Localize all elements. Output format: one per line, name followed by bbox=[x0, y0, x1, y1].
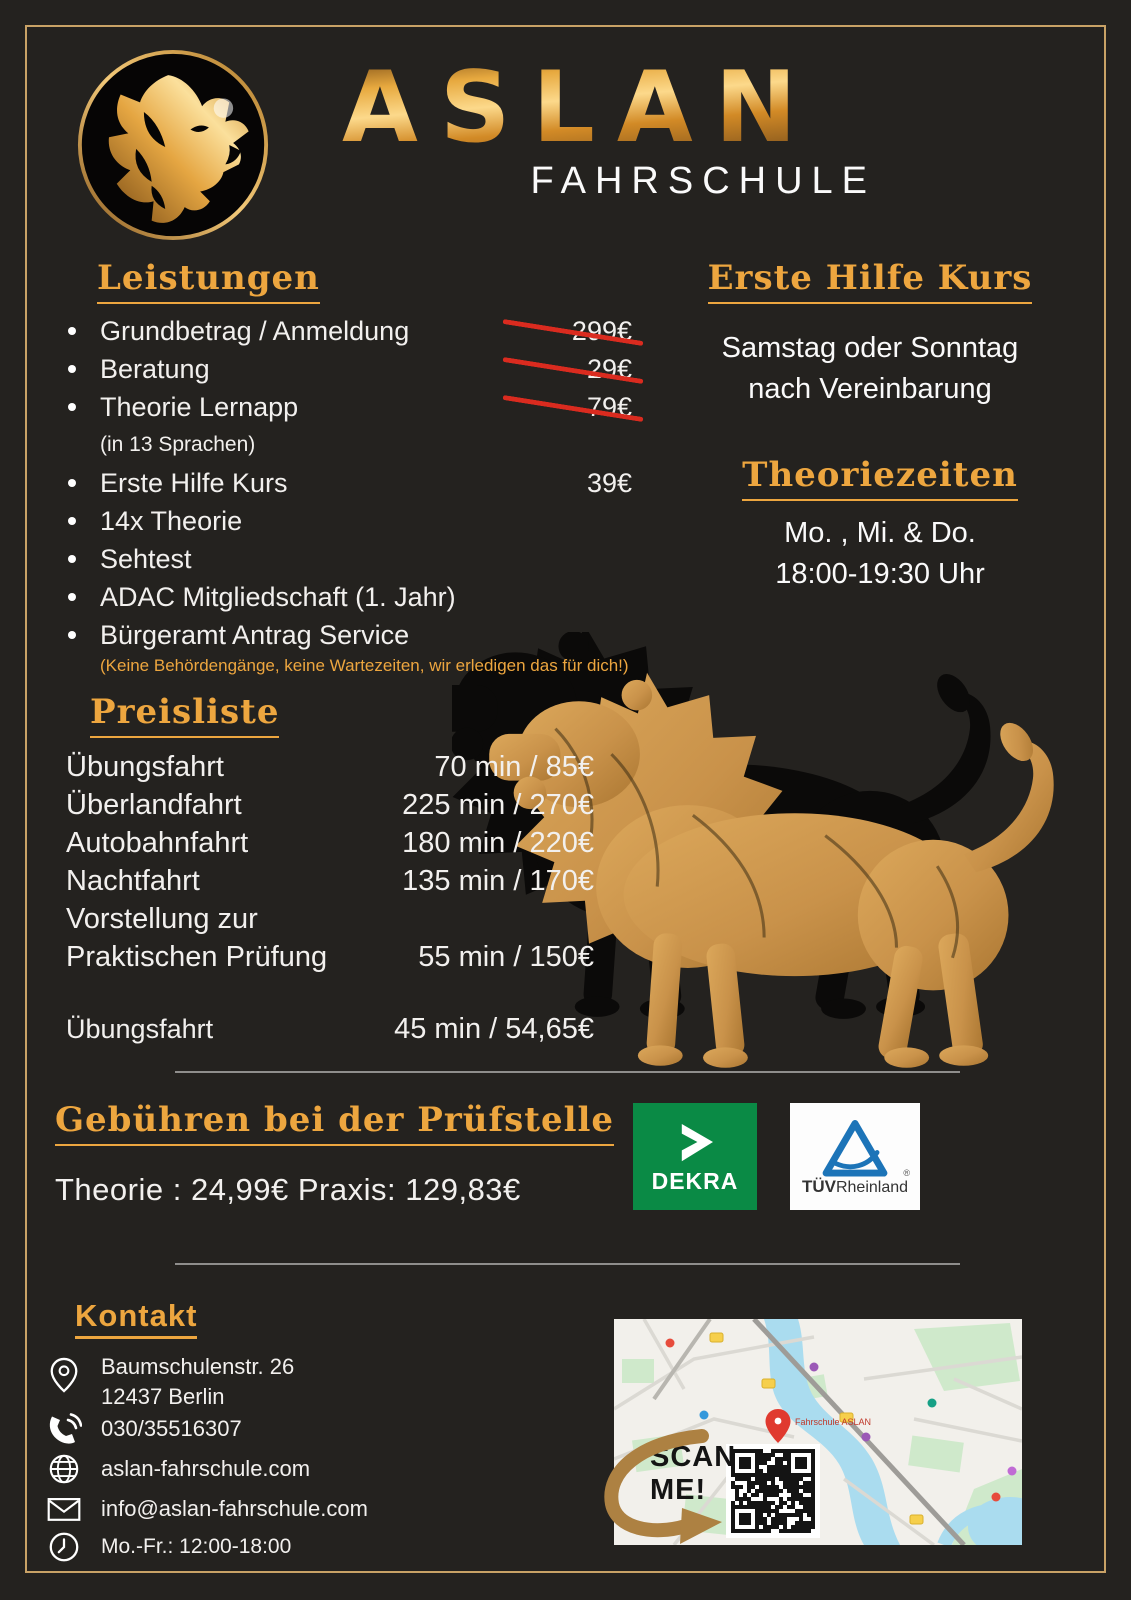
item-price: 39€ bbox=[586, 467, 632, 498]
contact-address-row bbox=[45, 1352, 294, 1412]
list-item bbox=[62, 578, 632, 616]
item-label: 14x Theorie bbox=[100, 505, 243, 536]
erste-hilfe-heading: Erste Hilfe Kurs bbox=[708, 258, 1033, 304]
price-value: 225 min / 270€ bbox=[402, 788, 594, 821]
phone-number: 030/35516307 bbox=[101, 1416, 242, 1441]
price-value: 45 min / 54,65€ bbox=[394, 1012, 594, 1045]
price-row bbox=[66, 786, 594, 824]
bullet-icon bbox=[68, 593, 76, 601]
item-label: Erste Hilfe Kurs bbox=[100, 467, 288, 498]
price-label: Überlandfahrt bbox=[66, 788, 242, 821]
map-pin-label: Fahrschule ASLAN bbox=[795, 1417, 872, 1427]
price-row bbox=[66, 748, 594, 786]
item-label: Beratung bbox=[100, 353, 210, 384]
price-value: 180 min / 220€ bbox=[402, 826, 594, 859]
item-label: Theorie Lernapp bbox=[100, 391, 299, 422]
mail-icon bbox=[45, 1490, 83, 1528]
preisliste-table bbox=[66, 748, 594, 1048]
list-item bbox=[62, 464, 632, 502]
erste-hilfe-line2: nach Vereinbarung bbox=[748, 373, 992, 405]
contact-phone-row bbox=[45, 1410, 242, 1448]
dekra-logo bbox=[633, 1103, 757, 1210]
bullet-icon bbox=[68, 403, 76, 411]
price-value: 55 min / 150€ bbox=[418, 940, 594, 973]
price-label: Vorstellung zur bbox=[66, 902, 258, 935]
bullet-icon bbox=[68, 555, 76, 563]
price-label: Praktischen Prüfung bbox=[66, 940, 328, 973]
price-row-special-line2 bbox=[66, 938, 594, 976]
contact-website-row bbox=[45, 1450, 310, 1488]
globe-icon bbox=[45, 1450, 83, 1488]
dekra-wordmark: DEKRA bbox=[651, 1168, 739, 1194]
price-label: Nachtfahrt bbox=[66, 864, 200, 897]
gebuehren-prices: Theorie : 24,99€ Praxis: 129,83€ bbox=[55, 1172, 521, 1207]
price-row-extra bbox=[66, 1010, 594, 1048]
dekra-arrow-icon bbox=[664, 1118, 726, 1166]
price-row bbox=[66, 862, 594, 900]
tuv-wordmark bbox=[801, 1168, 911, 1196]
item-label: Bürgeramt Antrag Service bbox=[100, 619, 410, 650]
preisliste-heading: Preisliste bbox=[90, 692, 279, 738]
registered-mark: ® bbox=[903, 1168, 911, 1178]
item-label: Sehtest bbox=[100, 543, 192, 574]
qr-code bbox=[726, 1444, 820, 1538]
bullet-icon bbox=[68, 327, 76, 335]
scan-line2: ME! bbox=[650, 1474, 707, 1506]
theoriezeiten-line2: 18:00-19:30 Uhr bbox=[775, 558, 985, 590]
price-row bbox=[66, 824, 594, 862]
leistungen-footnote: (Keine Behördengänge, keine Wartezeiten, wir erledigen das für dich!) bbox=[100, 656, 629, 675]
tuv-bold-text: TÜV bbox=[801, 1177, 836, 1196]
brand-block bbox=[342, 51, 882, 203]
theoriezeiten-section bbox=[700, 455, 1060, 595]
list-item bbox=[62, 350, 632, 388]
price-row-special-line1 bbox=[66, 900, 594, 938]
phone-icon bbox=[45, 1410, 83, 1448]
clock-icon bbox=[45, 1528, 83, 1566]
opening-hours: Mo.-Fr.: 12:00-18:00 bbox=[101, 1535, 292, 1558]
bullet-icon bbox=[68, 631, 76, 639]
item-label: ADAC Mitgliedschaft (1. Jahr) bbox=[100, 581, 456, 612]
list-item bbox=[62, 616, 632, 654]
location-pin-icon bbox=[45, 1356, 83, 1394]
item-label: Grundbetrag / Anmeldung bbox=[100, 315, 410, 346]
item-price-struck: 29€ bbox=[512, 354, 632, 385]
contact-email-row bbox=[45, 1490, 368, 1528]
item-subnote: (in 13 Sprachen) bbox=[100, 433, 256, 456]
scan-line1: SCAN bbox=[650, 1441, 737, 1473]
tuv-rheinland-logo bbox=[790, 1103, 920, 1210]
list-item bbox=[62, 502, 632, 540]
leistungen-heading: Leistungen bbox=[97, 258, 320, 304]
price-label: Übungsfahrt bbox=[66, 1013, 214, 1044]
erste-hilfe-line1: Samstag oder Sonntag bbox=[721, 332, 1019, 364]
list-item bbox=[62, 540, 632, 578]
section-divider bbox=[175, 1263, 960, 1265]
bullet-icon bbox=[68, 365, 76, 373]
contact-hours-row bbox=[45, 1528, 291, 1566]
brand-subtitle: FAHRSCHULE bbox=[530, 160, 876, 202]
theoriezeiten-heading: Theoriezeiten bbox=[742, 455, 1018, 501]
gebuehren-heading: Gebühren bei der Prüfstelle bbox=[55, 1100, 614, 1146]
bullet-icon bbox=[68, 479, 76, 487]
price-value: 135 min / 170€ bbox=[402, 864, 594, 897]
tuv-triangle-icon bbox=[820, 1118, 890, 1180]
email-address: info@aslan-fahrschule.com bbox=[101, 1496, 368, 1521]
price-label: Autobahnfahrt bbox=[66, 826, 249, 859]
address-line2: 12437 Berlin bbox=[101, 1384, 225, 1409]
list-item bbox=[62, 388, 632, 426]
theoriezeiten-line1: Mo. , Mi. & Do. bbox=[784, 517, 976, 549]
curved-arrow-icon bbox=[590, 1422, 740, 1557]
address-line1: Baumschulenstr. 26 bbox=[101, 1354, 295, 1379]
tuv-rest-text: Rheinland bbox=[835, 1179, 909, 1196]
kontakt-heading: Kontakt bbox=[75, 1298, 197, 1339]
leistungen-list bbox=[62, 312, 632, 676]
brand-title: ASLAN bbox=[342, 58, 882, 158]
item-price-struck: 79€ bbox=[512, 392, 632, 423]
section-divider bbox=[175, 1071, 960, 1073]
website-url: aslan-fahrschule.com bbox=[101, 1456, 311, 1481]
erste-hilfe-section bbox=[690, 258, 1050, 410]
price-value: 70 min / 85€ bbox=[434, 750, 594, 783]
list-item bbox=[62, 312, 632, 350]
item-price-struck: 299€ bbox=[512, 316, 632, 347]
bullet-icon bbox=[68, 517, 76, 525]
price-label: Übungsfahrt bbox=[66, 750, 224, 783]
lion-logo bbox=[76, 48, 270, 242]
